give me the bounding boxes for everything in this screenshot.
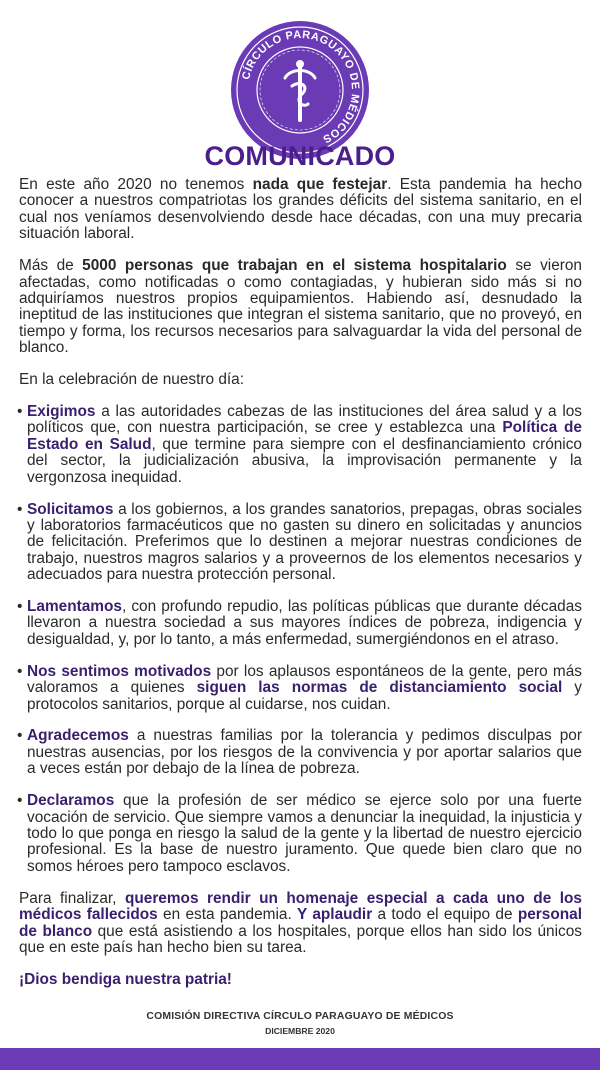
communique-body: [19, 177, 582, 1004]
bullet-icon: •: [17, 727, 23, 745]
page-title: COMUNICADO: [204, 141, 396, 171]
circulo-paraguayo-logo: [230, 20, 370, 160]
logo-ring-text: CÍRCULO PARAGUAYO DE MÉDICOS: [240, 28, 362, 146]
bullet-icon: •: [17, 402, 23, 420]
bullet-declaramos: • Declaramos que la profesión de ser médico se ejerce solo por una fuerte vocación de servicio. Que siempre vamos a denunciar la inequidad, la injusticia y todo lo que ponga en riesgo la salud de la gente y la libertad de nuestro ejercicio profesional. Es la base de nuestro juramento. Que quede bien claro que no somos héroes pero tampoco esclavos.: [17, 792, 582, 875]
closing-blessing: ¡Dios bendiga nuestra patria!: [19, 970, 232, 988]
paragraph-affected: Más de 5000 personas que trabajan en el sistema hospitalario se vieron afectadas, como notificadas o como contagiadas, y hubieran sido más si no adquiríamos nuestros propios equipamientos. Habiendo así, desnudado la ineptitud de las instituciones que integran el sistema sanitario, que no proveyó, en tiempo y forma, los recursos necesarios para salvaguardar la vida del personal de blanco.: [19, 257, 582, 357]
bullet-exigimos: • Exigimos a las autoridades cabezas de las instituciones del área salud y a los políticos que, con nuestra participación, se cree y establezca una Política de Estado en Salud, que termine para siempre con el desfinanciamiento crónico del sector, la judicialización abusiva, la improvisación permanente y la vergonzosa inequidad.: [17, 402, 582, 486]
bullet-solicitamos: • Solicitamos a los gobiernos, a los grandes sanatorios, prepagas, obras sociales y laboratorios farmacéuticos que no gasten su dinero en solicitadas y anuncios de felicitación. Preferimos que lo destinen a mejorar nuestras condiciones de trabajo, nuestros magros salarios y a proveernos de los elementos necesarios y adecuados para nuestra protección personal.: [17, 500, 582, 584]
signature-commission: COMISIÓN DIRECTIVA CÍRCULO PARAGUAYO DE MÉDICOS: [146, 1011, 454, 1022]
bullet-icon: •: [17, 500, 23, 518]
bullet-icon: •: [17, 662, 23, 680]
paragraph-celebration: En la celebración de nuestro día:: [19, 371, 245, 389]
paragraph-final: Para finalizar, queremos rendir un homenaje especial a cada uno de los médicos fallecidos en esta pandemia. Y aplaudir a todo el equipo de personal de blanco que está asistiendo a los hospitales, porque ellos han sido los únicos que en este país han hecho bien su tarea.: [19, 889, 582, 956]
bullet-motivados: • Nos sentimos motivados por los aplausos espontáneos de la gente, pero más valoramos a quienes siguen las normas de distanciamiento social y protocolos sanitarios, porque al cuidarse, nos cuidan.: [17, 662, 583, 713]
bottom-accent-bar: [0, 1048, 600, 1070]
bullet-icon: •: [17, 598, 23, 616]
paragraph-intro: En este año 2020 no tenemos nada que festejar. Esta pandemia ha hecho conocer a nuestros compatriotas los grandes déficits del sistema sanitario, en el cual nos veníamos desenvolviendo desde hace décadas, con una muy precaria situación laboral.: [19, 176, 583, 243]
bullet-icon: •: [17, 792, 23, 810]
bullet-agradecemos: • Agradecemos a nuestras familias por la tolerancia y pedimos disculpas por nuestras ausencias, por los riesgos de la convivencia y por aportar salarios que a veces están por debajo de la línea de pobreza.: [17, 727, 582, 778]
bullet-lamentamos: • Lamentamos, con profundo repudio, las políticas públicas que durante décadas llevaron a nuestra sociedad a sus mayores índices de pobreza, indigencia y desigualdad, y, por lo tanto, a más enfermedad, sumergiéndonos en el atraso.: [17, 598, 582, 648]
signature-date: DICIEMBRE 2020: [265, 1026, 335, 1036]
